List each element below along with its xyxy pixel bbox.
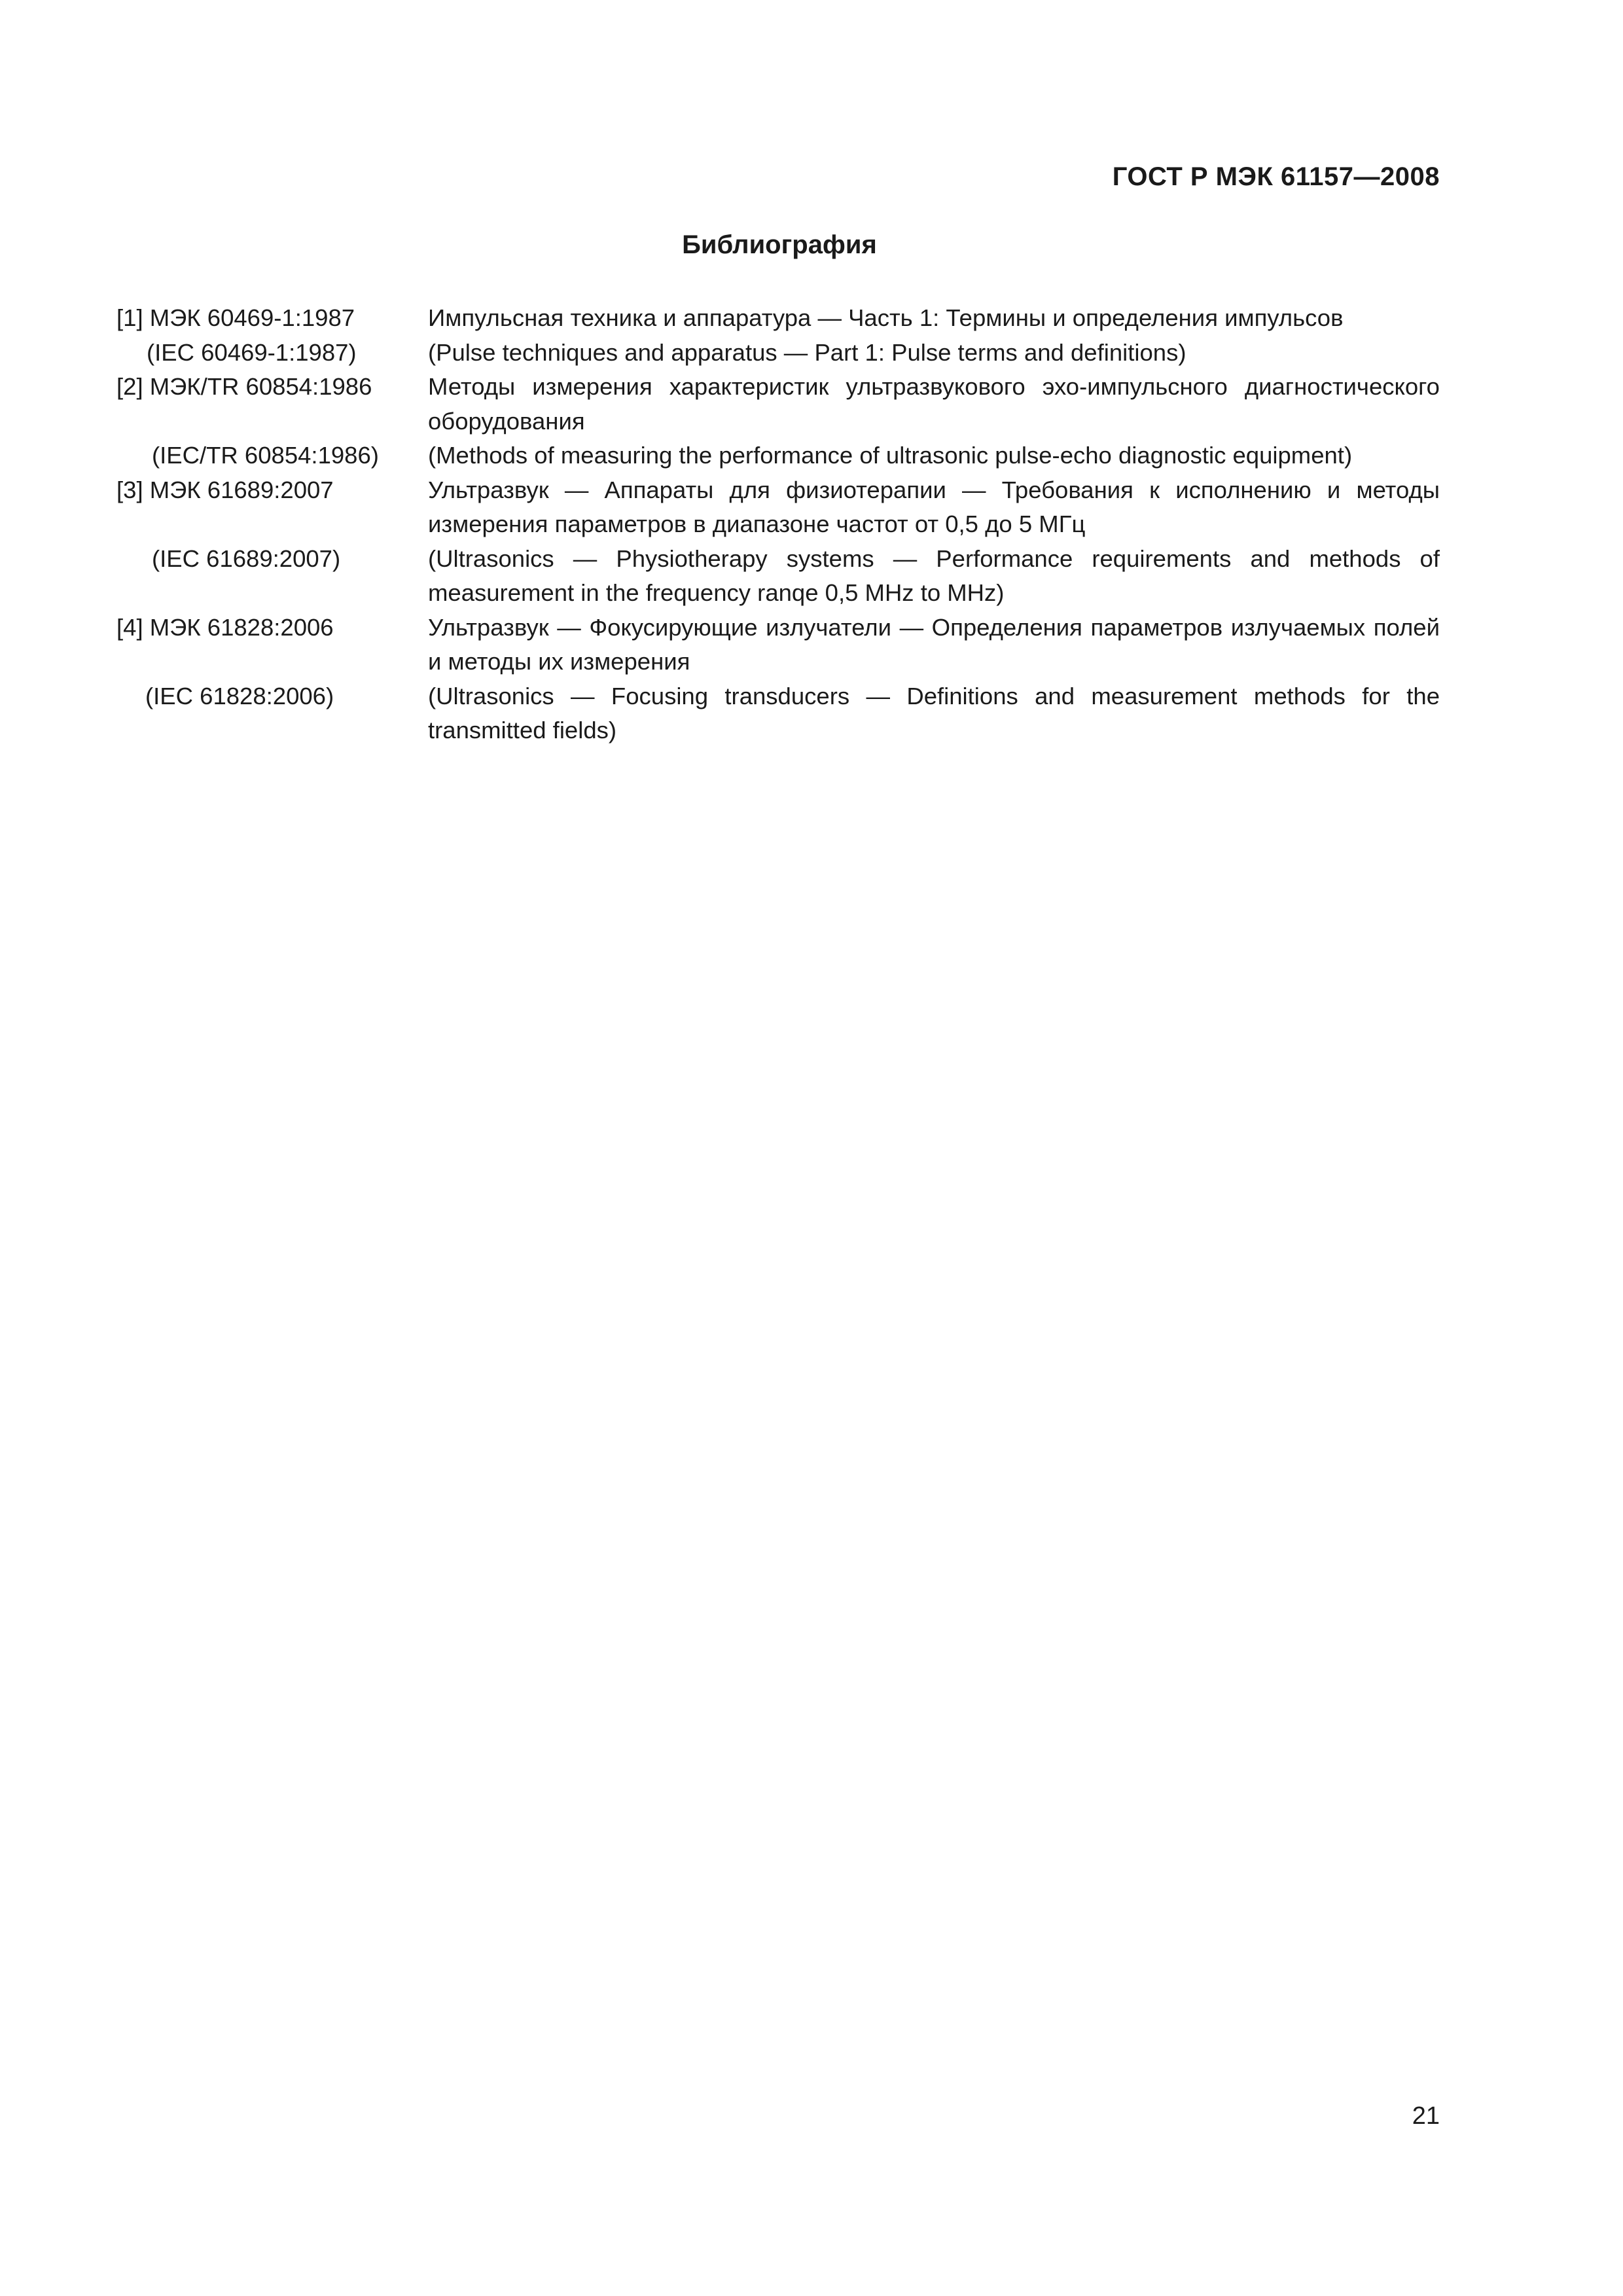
- entry-reference: [3] МЭК 61689:2007: [116, 476, 334, 503]
- entry-reference: (IEC 60469-1:1987): [147, 338, 357, 366]
- bibliography-entry: [116, 679, 1440, 748]
- entry-description: Импульсная техника и аппаратура — Часть 1: Термины и определения импульсов: [428, 304, 1344, 331]
- bibliography-entry: [116, 301, 1440, 336]
- document-code: ГОСТ Р МЭК 61157—2008: [1112, 162, 1440, 191]
- bibliography-entry: [116, 439, 1440, 473]
- entry-description: (Methods of measuring the performance of ultrasonic pulse-echo diagnostic equipment): [428, 442, 1353, 469]
- entry-description: (Pulse techniques and apparatus — Part 1: Pulse terms and definitions): [428, 338, 1186, 366]
- bibliography-entry: [116, 542, 1440, 611]
- entry-description: Ультразвук — Аппараты для физиотерапии — Требования к исполнению и методы измерения параметров в диапазоне частот от 0,5 до 5 МГц: [428, 476, 1440, 537]
- section-title: Библиография: [682, 230, 877, 259]
- bibliography-entry: [116, 473, 1440, 542]
- bibliography-entry: [116, 611, 1440, 679]
- entry-description: Ультразвук — Фокусирующие излучатели — Определения параметров излучаемых полей и методы их измерения: [428, 613, 1440, 675]
- bibliography-entry: [116, 336, 1440, 370]
- page-number: 21: [1412, 2102, 1440, 2130]
- entry-description: (Ultrasonics — Focusing transducers — Definitions and measurement methods for the transmitted fields): [428, 682, 1440, 744]
- entry-reference: (IEC/TR 60854:1986): [152, 442, 379, 469]
- entry-reference: [2] МЭК/TR 60854:1986: [116, 373, 372, 400]
- entry-description: Методы измерения характеристик ультразвукового эхо-импульсного диагностического оборудования: [428, 373, 1440, 435]
- bibliography-entry: [116, 370, 1440, 439]
- entry-description: (Ultrasonics — Physiotherapy systems — Performance requirements and methods of measurement in the frequency ranqe 0,5 MHz to MHz): [428, 545, 1440, 606]
- entry-reference: (IEC 61828:2006): [145, 682, 334, 709]
- bibliography-list: [116, 301, 1440, 748]
- entry-reference: [4] МЭК 61828:2006: [116, 613, 334, 641]
- entry-reference: (IEC 61689:2007): [152, 545, 341, 572]
- entry-reference: [1] МЭК 60469-1:1987: [116, 304, 355, 331]
